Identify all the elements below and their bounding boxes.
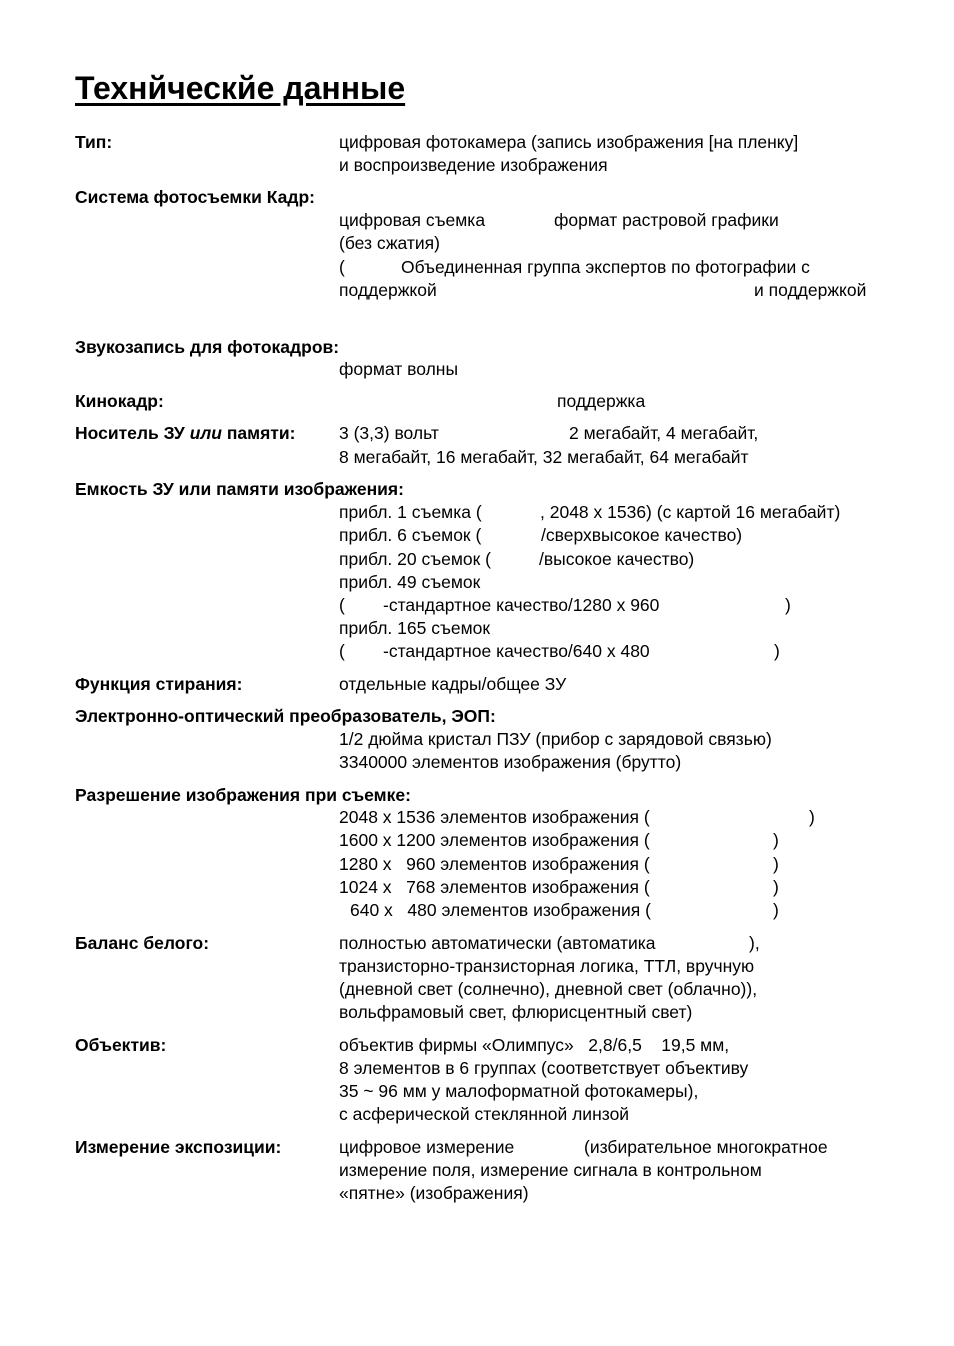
wb-value: вольфрамовый свет, флюрисцентный свет) <box>339 1002 693 1022</box>
sensor-label: Электронно-оптический преобразователь, ЭОП: <box>75 706 496 726</box>
erase-value: отдельные кадры/общее ЗУ <box>339 674 567 694</box>
system-value: Объединенная группа экспертов по фотографии с <box>401 257 810 277</box>
resolution-value: ) <box>773 900 779 920</box>
lens-value: объектив фирмы «Олимпус» 2,8/6,5 19,5 мм, <box>339 1035 730 1055</box>
system-value: формат растровой графики <box>554 210 779 230</box>
wb-value: ), <box>749 933 760 953</box>
wb-value: полностью автоматически (автоматика <box>339 933 656 953</box>
capacity-value: -стандартное качество/1280 x 960 <box>383 595 660 615</box>
lens-value: 8 элементов в 6 группах (соответствует объективу <box>339 1058 749 1078</box>
capacity-value: , 2048 x 1536) (с картой 16 мегабайт) <box>540 502 841 522</box>
resolution-value: ) <box>773 830 779 850</box>
metering-value: «пятне» (изображения) <box>339 1183 529 1203</box>
movie-label: Кинокадр: <box>75 391 164 411</box>
capacity-value: /высокое качество) <box>539 549 695 569</box>
media-label-part: памяти: <box>221 423 296 443</box>
system-value: (без сжатия) <box>339 233 440 253</box>
system-value: ( <box>339 257 345 277</box>
resolution-value: 2048 x 1536 элементов изображения ( <box>339 807 650 827</box>
type-value: и воспроизведение изображения <box>339 155 608 175</box>
capacity-value: прибл. 6 съемок ( <box>339 525 482 545</box>
media-value: 3 (3,3) вольт <box>339 423 439 443</box>
movie-value: поддержка <box>557 391 646 411</box>
capacity-value: /сверхвысокое качество) <box>541 525 743 545</box>
metering-value: (избирательное многократное <box>584 1137 828 1157</box>
resolution-value: 1280 x 960 элементов изображения ( <box>339 854 650 874</box>
capacity-value: прибл. 165 съемок <box>339 618 491 638</box>
sound-value: формат волны <box>339 359 459 379</box>
resolution-value: 640 x 480 элементов изображения ( <box>350 900 651 920</box>
sensor-value: 1/2 дюйма кристал ПЗУ (прибор с зарядовой связью) <box>339 729 772 749</box>
media-label-part: Носитель ЗУ <box>75 423 190 443</box>
system-value: цифровая съемка <box>339 210 486 230</box>
page-title: Технйческйе данные <box>75 70 406 106</box>
capacity-value: прибл. 20 съемок ( <box>339 549 492 569</box>
capacity-label: Емкость ЗУ или памяти изображения: <box>75 479 404 499</box>
type-value: цифровая фотокамера (запись изображения [на пленку] <box>339 132 799 152</box>
lens-label: Объектив: <box>75 1035 167 1055</box>
lens-value: с асферической стеклянной линзой <box>339 1104 630 1124</box>
capacity-value: ) <box>774 641 780 661</box>
metering-label: Измерение экспозиции: <box>75 1137 282 1157</box>
wb-value: транзисторно-транзисторная логика, ТТЛ, вручную <box>339 956 755 976</box>
lens-value: 35 ~ 96 мм у малоформатной фотокамеры), <box>339 1081 699 1101</box>
resolution-value: ) <box>773 854 779 874</box>
metering-value: цифровое измерение <box>339 1137 515 1157</box>
media-label <box>75 422 295 445</box>
sound-label: Звукозапись для фотокадров: <box>75 337 340 357</box>
wb-label: Баланс белого: <box>75 933 210 953</box>
wb-value: (дневной свет (солнечно), дневной свет (облачно)), <box>339 979 758 999</box>
resolution-value: ) <box>809 807 815 827</box>
sensor-value: 3340000 элементов изображения (брутто) <box>339 752 682 772</box>
system-label: Система фотосъемки Кадр: <box>75 187 315 207</box>
capacity-value: ( <box>339 641 345 661</box>
media-label-emphasis: или <box>189 423 222 443</box>
capacity-value: ( <box>339 595 345 615</box>
capacity-value: прибл. 49 съемок <box>339 572 481 592</box>
erase-label: Функция стирания: <box>75 674 243 694</box>
resolution-label: Разрешение изображения при съемке: <box>75 785 411 805</box>
capacity-value: -стандартное качество/640 x 480 <box>383 641 650 661</box>
media-value: 8 мегабайт, 16 мегабайт, 32 мегабайт, 64 мегабайт <box>339 447 749 467</box>
resolution-value: ) <box>773 877 779 897</box>
capacity-value: ) <box>785 595 791 615</box>
metering-value: измерение поля, измерение сигнала в контрольном <box>339 1160 762 1180</box>
type-label: Тип: <box>75 132 113 152</box>
media-value: 2 мегабайт, 4 мегабайт, <box>569 423 759 443</box>
system-value: и поддержкой <box>754 280 867 300</box>
capacity-value: прибл. 1 съемка ( <box>339 502 482 522</box>
system-value: поддержкой <box>339 280 437 300</box>
resolution-value: 1600 x 1200 элементов изображения ( <box>339 830 650 850</box>
resolution-value: 1024 x 768 элементов изображения ( <box>339 877 650 897</box>
